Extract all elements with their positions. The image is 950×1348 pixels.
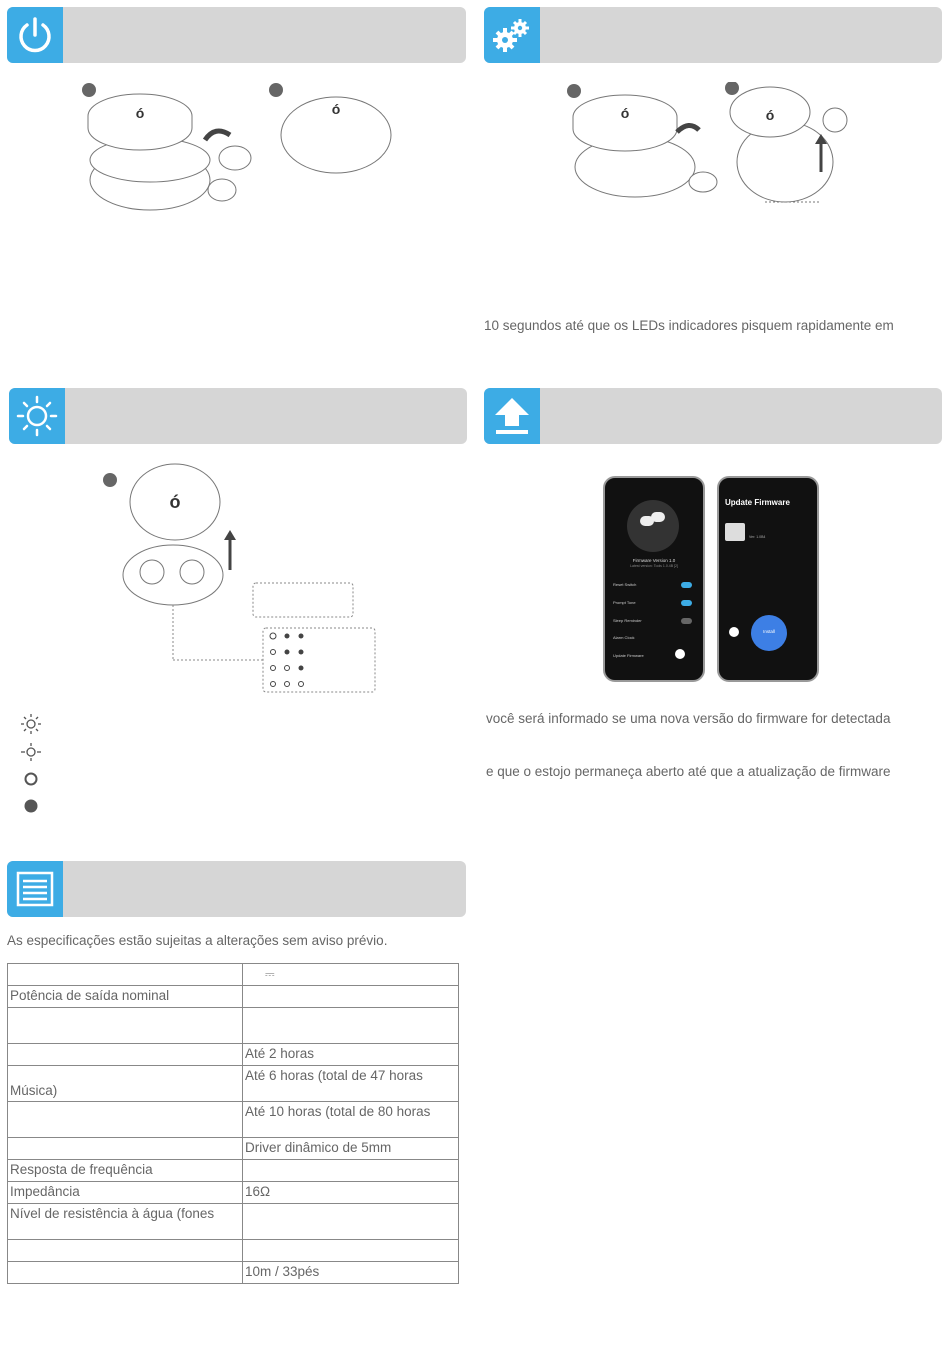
- spec-row: [8, 964, 459, 986]
- upload-icon: [484, 388, 540, 444]
- sleep-reminder-toggle[interactable]: [681, 618, 692, 624]
- section-header-specs: [7, 861, 466, 917]
- reset-instruction-text: 10 segundos até que os LEDs indicadores pisquem rapidamente em: [484, 318, 894, 333]
- spec-label: [8, 1044, 243, 1066]
- brand-logo: ó: [135, 105, 145, 121]
- spec-row: [8, 1240, 459, 1262]
- spec-label: Impedância: [8, 1182, 243, 1204]
- spec-label: [8, 1138, 243, 1160]
- spec-label: [8, 1008, 243, 1044]
- highlight-dot: [675, 649, 685, 659]
- spec-row: [8, 986, 459, 1008]
- spec-row: [8, 1182, 459, 1204]
- spec-value: ⎓: [243, 964, 459, 986]
- install-button[interactable]: Install: [763, 629, 775, 634]
- spec-value: 10m / 33pés: [243, 1262, 459, 1284]
- spec-label: Resposta de frequência: [8, 1160, 243, 1182]
- spec-label: [8, 1240, 243, 1262]
- svg-text:ó: ó: [331, 101, 341, 117]
- spec-row: [8, 1066, 459, 1102]
- spec-value: [243, 986, 459, 1008]
- step-marker-1: [82, 83, 96, 97]
- update-text-2: e que o estojo permaneça aberto até que a atualização de firmware: [486, 764, 891, 779]
- phone-update-screen: Update Firmware Ver: 1.0B4 Install: [717, 476, 819, 682]
- spec-label: [8, 1102, 243, 1138]
- phone-settings-screen: Firmware Version 1.0 Latest version: Tools 1.0.4B [2] Reset Switch Prompt Tone Sleep Reminder Alarm Clock Update Firmware: [603, 476, 705, 682]
- svg-text:ó: ó: [765, 107, 775, 123]
- power-icon: [7, 7, 63, 63]
- spec-value: Até 10 horas (total de 80 horas: [243, 1102, 459, 1138]
- row-prompt-tone[interactable]: Prompt Tone: [613, 600, 636, 605]
- spec-value: [243, 1008, 459, 1044]
- update-text-1: você será informado se uma nova versão do firmware for detectada: [486, 711, 891, 726]
- reset-switch-toggle[interactable]: [681, 582, 692, 588]
- gears-icon: [484, 7, 540, 63]
- svg-text:ó: ó: [620, 105, 630, 121]
- firmware-version-label: Firmware Version 1.0: [632, 558, 676, 563]
- update-firmware-title: Update Firmware: [725, 498, 790, 507]
- row-alarm-clock[interactable]: Alarm Clock: [613, 635, 635, 640]
- spec-label: Nível de resistência à água (fones: [8, 1204, 243, 1240]
- step-marker-2: [269, 83, 283, 97]
- led-legend-icons: [20, 712, 44, 822]
- spec-row: [8, 1102, 459, 1138]
- spec-row: [8, 1044, 459, 1066]
- section-header-power: [7, 7, 466, 63]
- sun-icon: [9, 388, 65, 444]
- spec-label: Potência de saída nominal: [8, 986, 243, 1008]
- spec-row: [8, 1160, 459, 1182]
- spec-value: 16Ω: [243, 1182, 459, 1204]
- section-header-update: [484, 388, 942, 444]
- spec-value: Driver dinâmico de 5mm: [243, 1138, 459, 1160]
- section-header-settings: [484, 7, 942, 63]
- list-icon: [7, 861, 63, 917]
- spec-row: [8, 1138, 459, 1160]
- row-sleep-reminder[interactable]: Sleep Reminder: [613, 618, 642, 623]
- row-update-firmware[interactable]: Update Firmware: [613, 653, 644, 658]
- specs-table: [7, 963, 459, 1284]
- highlight-dot: [729, 627, 739, 637]
- spec-row: [8, 1008, 459, 1044]
- spec-value: Até 6 horas (total de 47 horas: [243, 1066, 459, 1102]
- section-header-led: [9, 388, 467, 444]
- spec-row: [8, 1262, 459, 1284]
- led-case-illustration: [100, 460, 380, 695]
- spec-value: Até 2 horas: [243, 1044, 459, 1066]
- specs-note: As especificações estão sujeitas a alterações sem aviso prévio.: [7, 933, 388, 948]
- spec-label: [8, 1262, 243, 1284]
- spec-label: [8, 964, 243, 986]
- spec-value: [243, 1204, 459, 1240]
- spec-label: Música): [8, 1066, 243, 1102]
- svg-text:ó: ó: [169, 492, 181, 512]
- prompt-tone-toggle[interactable]: [681, 600, 692, 606]
- case-open-illustration: [80, 80, 400, 220]
- spec-value: [243, 1240, 459, 1262]
- spec-row: [8, 1204, 459, 1240]
- row-reset-switch[interactable]: Reset Switch: [613, 582, 637, 587]
- spec-value: [243, 1160, 459, 1182]
- case-reset-illustration: [565, 82, 865, 212]
